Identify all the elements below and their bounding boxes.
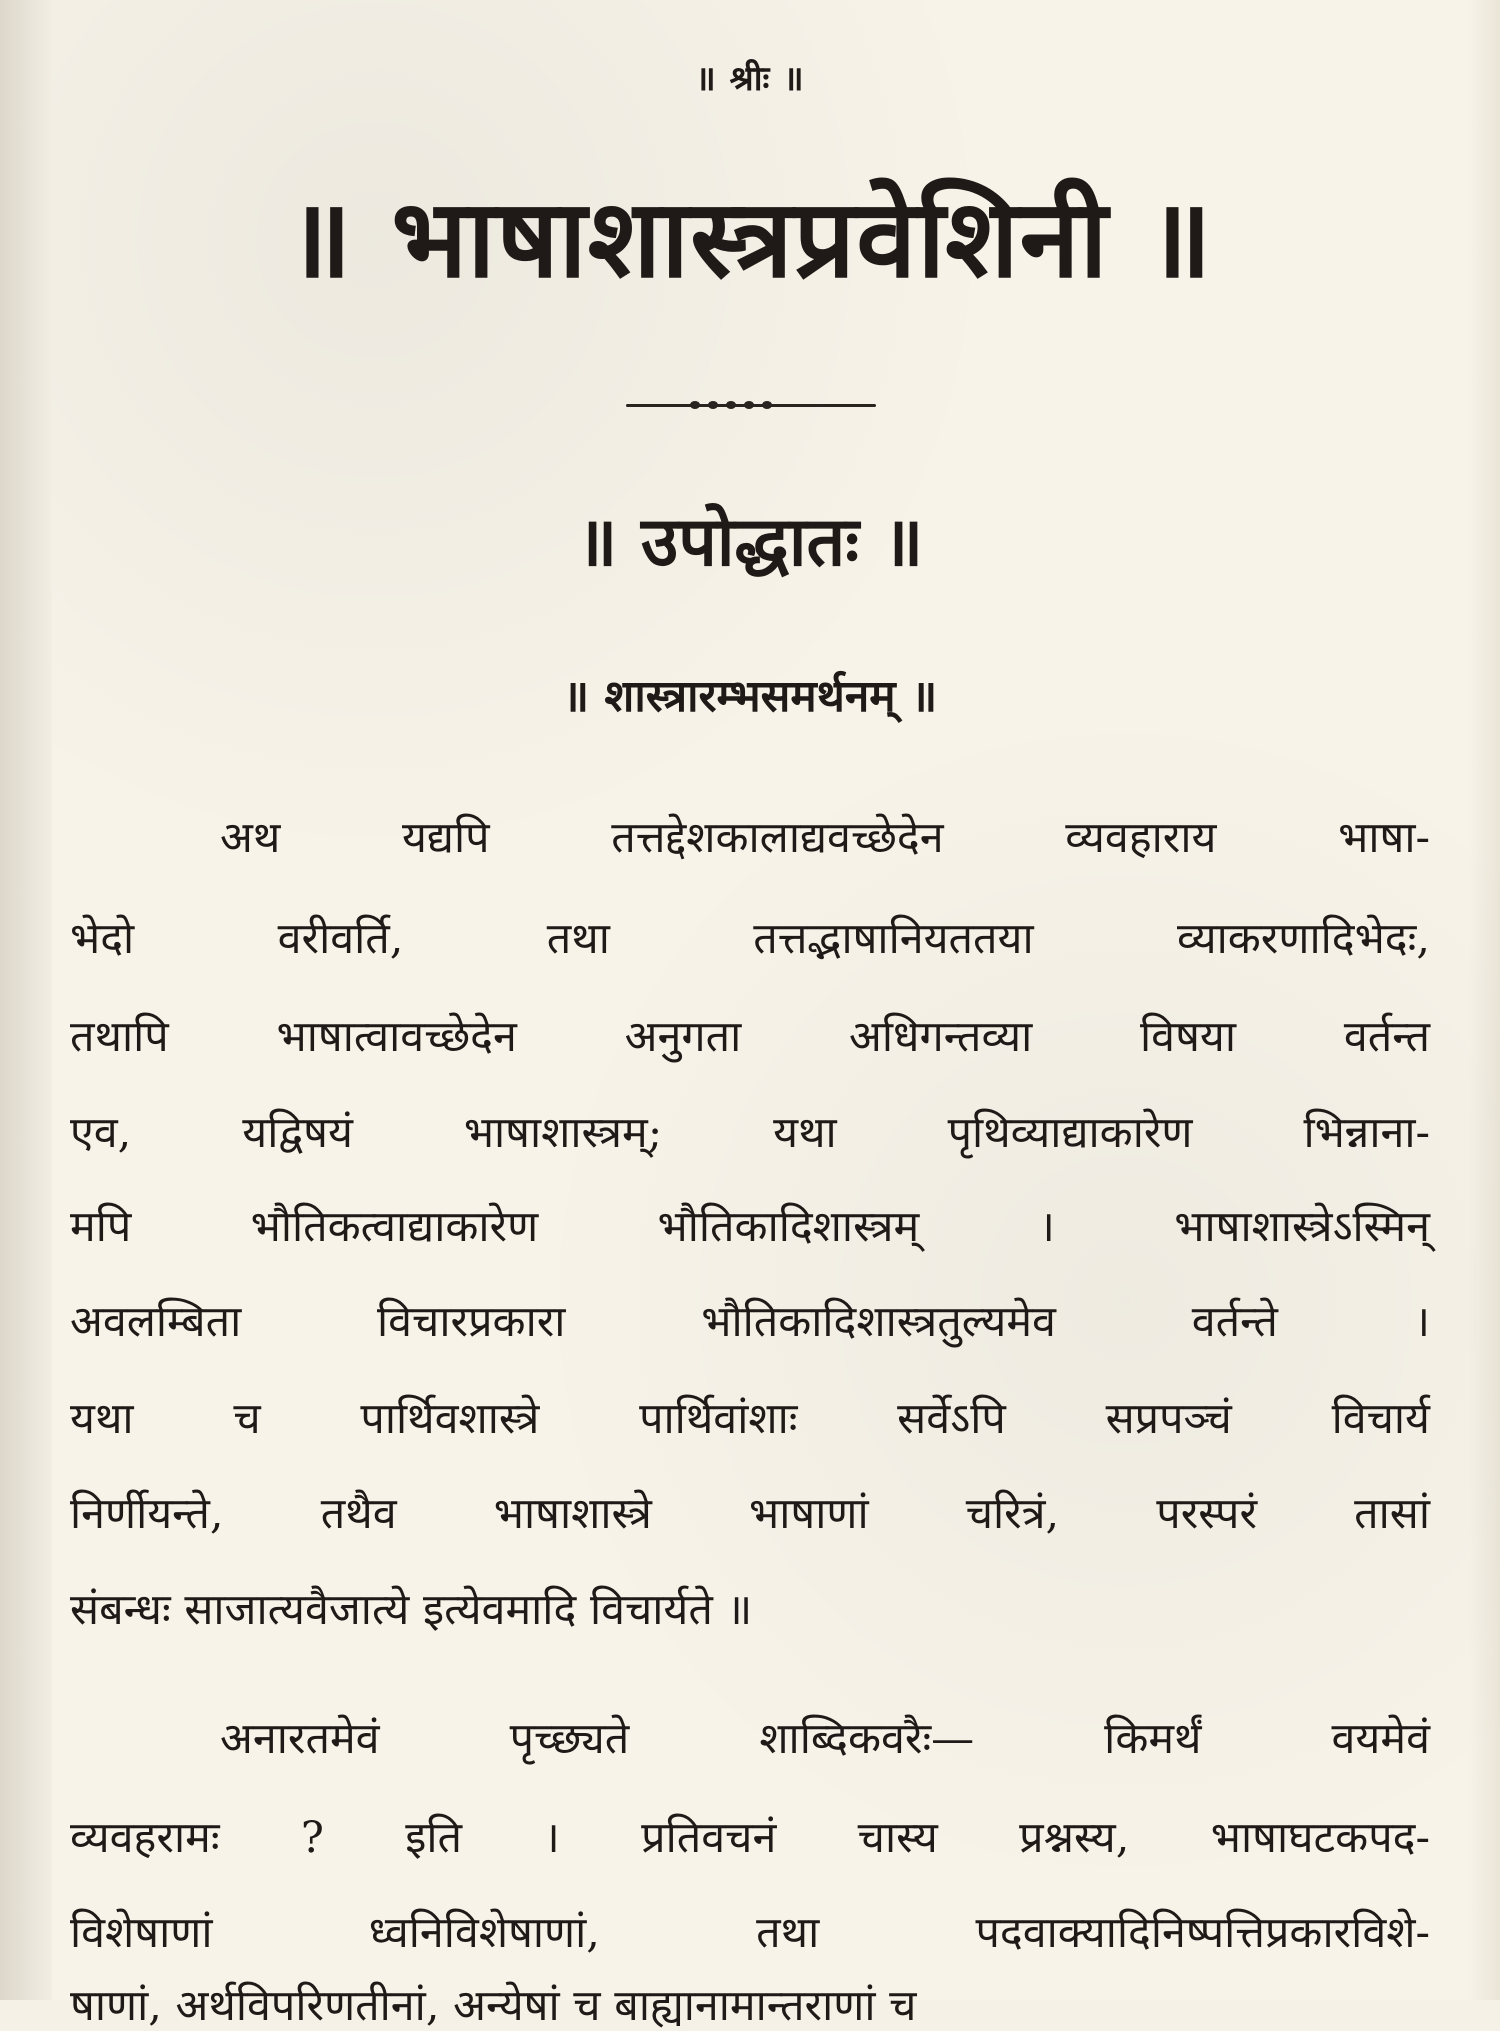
paragraph-line: भेदो वरीवर्ति, तथा तत्तद्भाषानियततया व्याकरणादिभेदः,	[70, 914, 1430, 964]
section-title: ॥ शास्त्रारम्भसमर्थनम् ॥	[562, 671, 938, 722]
paragraph-line: अवलम्बिता विचारप्रकारा भौतिकादिशास्त्रतुल्यमेव वर्तन्ते ।	[70, 1297, 1430, 1347]
paragraph-line: यथा च पार्थिवशास्त्रे पार्थिवांशाः सर्वेऽपि सप्रपञ्चं विचार्य	[70, 1394, 1430, 1444]
divider-dot	[762, 401, 772, 409]
paragraph-line: षाणां, अर्थविपरिणतीनां, अन्येषां च बाह्यानामान्तराणां च	[70, 1981, 917, 2031]
paragraph-line: संबन्धः साजात्यवैजात्ये इत्येवमादि विचार्यते ॥	[70, 1585, 753, 1635]
paragraph-line: तथापि भाषात्वावच्छेदेन अनुगता अधिगन्तव्या विषया वर्तन्त	[70, 1012, 1430, 1062]
page-left-edge	[0, 0, 52, 2000]
book-title: ॥ भाषाशास्त्रप्रवेशिनी ॥	[287, 176, 1213, 302]
paragraph-line: विशेषाणां ध्वनिविशेषाणां, तथा पदवाक्यादिनिष्पत्तिप्रकारविशे-	[70, 1908, 1430, 1958]
divider-dot	[726, 401, 736, 409]
paragraph-line: अनारतमेवं पृच्छ्यते शाब्दिकवरैः— किमर्थं वयमेवं	[220, 1714, 1430, 1764]
paragraph-line: मपि भौतिकत्वाद्याकारेण भौतिकादिशास्त्रम् । भाषाशास्त्रेऽस्मिन्	[70, 1202, 1430, 1252]
divider-dot	[690, 401, 700, 409]
chapter-title: ॥ उपोद्धातः ॥	[576, 502, 924, 582]
divider-dot	[744, 401, 754, 409]
paragraph-line: निर्णीयन्ते, तथैव भाषाशास्त्रे भाषाणां चरित्रं, परस्परं तासां	[70, 1489, 1430, 1539]
paragraph-line: एव, यद्विषयं भाषाशास्त्रम्; यथा पृथिव्याद्याकारेण भिन्नाना-	[70, 1108, 1430, 1158]
title-ornament-divider	[626, 400, 876, 410]
paragraph-line: व्यवहरामः ? इति । प्रतिवचनं चास्य प्रश्नस्य, भाषाघटकपद-	[70, 1813, 1430, 1863]
paragraph-line: अथ यद्यपि तत्तद्देशकालाद्यवच्छेदेन व्यवहाराय भाषा-	[220, 813, 1430, 863]
divider-dot	[708, 401, 718, 409]
invocation-mark: ॥ श्रीः ॥	[695, 59, 805, 99]
